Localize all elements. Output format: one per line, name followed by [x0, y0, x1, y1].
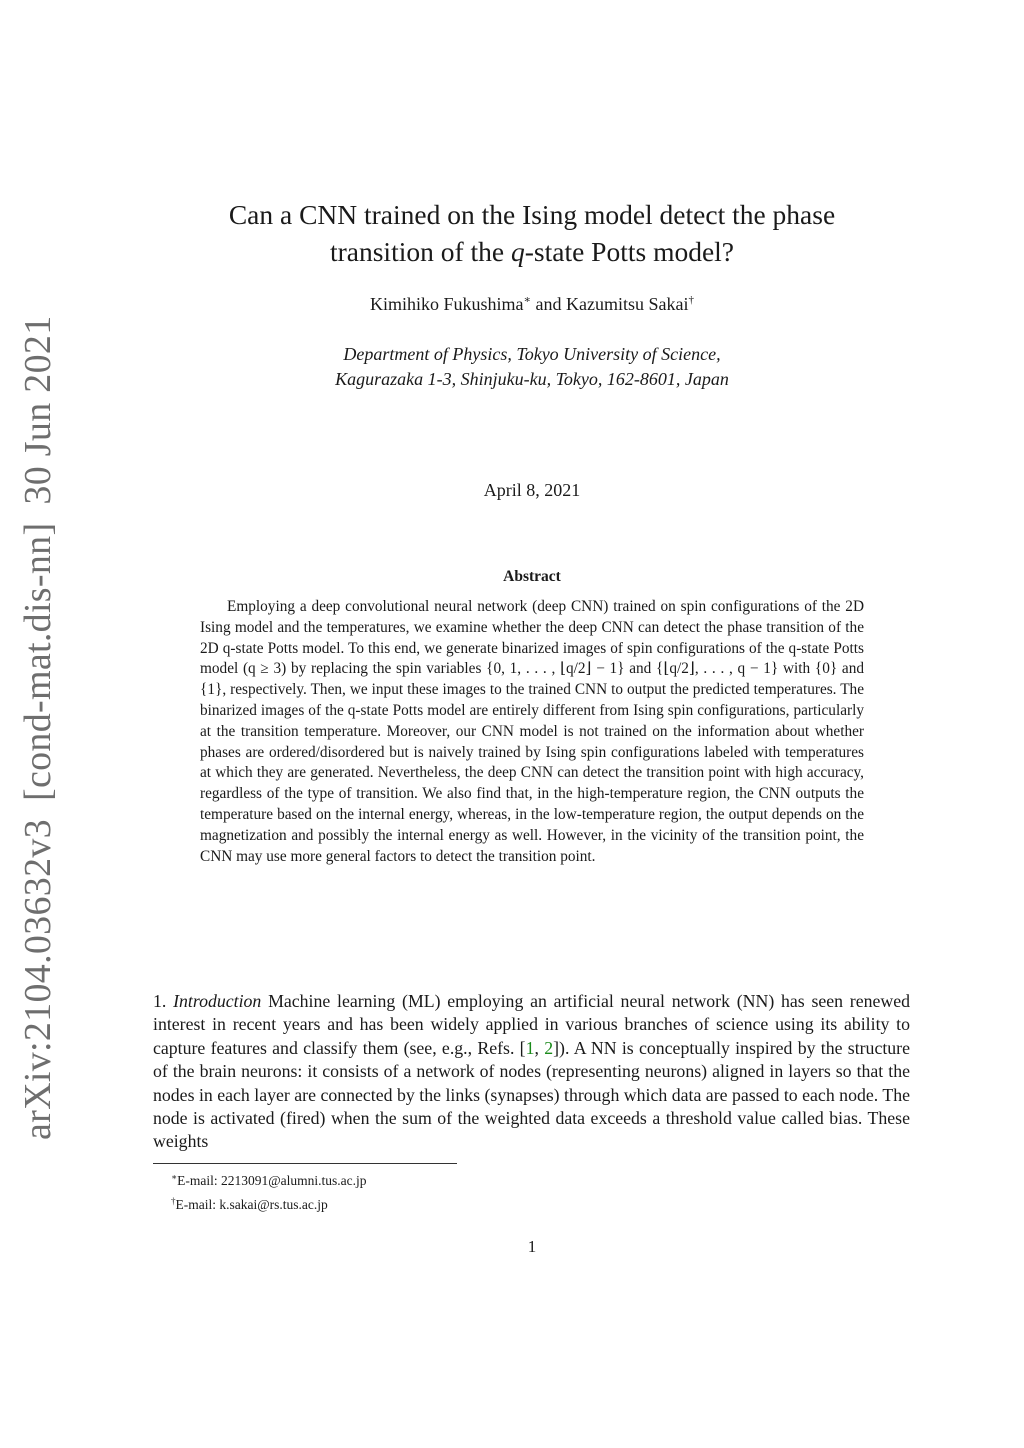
- paper-title: [150, 196, 914, 270]
- author-2-footnote-mark[interactable]: †: [688, 294, 694, 306]
- introduction-paragraph: [153, 990, 910, 1154]
- footnote-2-text: E-mail: k.sakai@rs.tus.ac.jp: [175, 1197, 328, 1212]
- citation-ref-1[interactable]: 1: [525, 1037, 535, 1058]
- footnotes: [171, 1167, 367, 1215]
- section-number: 1.: [153, 991, 174, 1011]
- arxiv-stamp: [16, 315, 60, 1140]
- affiliation-line-2: Kagurazaka 1-3, Shinjuku-ku, Tokyo, 162-8601, Japan: [335, 369, 729, 389]
- author-1-footnote-mark[interactable]: ∗: [523, 294, 531, 306]
- footnote-2-mark: †: [171, 1196, 176, 1206]
- footnote-1-mark: ∗: [171, 1172, 178, 1182]
- affiliation: [150, 342, 914, 392]
- arxiv-id: arXiv:2104.03632v3: [17, 819, 59, 1140]
- author-1: Kimihiko Fukushima: [370, 294, 524, 314]
- title-variable-q: q: [510, 236, 525, 267]
- paper-date: April 8, 2021: [483, 480, 581, 500]
- arxiv-date: 30 Jun 2021: [17, 315, 59, 505]
- page-number: 1: [527, 1237, 537, 1256]
- title-line-2-pre: transition of the: [329, 236, 511, 267]
- abstract-text: Employing a deep convolutional neural network (deep CNN) trained on spin configurations of the 2D Ising model and the temperatures, we examine whether the deep CNN can detect the phase transition of the 2D q-state Potts model. To this end, we generate binarized images of spin configurations of the q-state Potts model (q ≥ 3) by replacing the spin variables {0, 1, . . . , ⌊q/2⌋ − 1} and {⌊q/2⌋, . . . , q − 1} with {0} and {1}, respectively. Then, we input these images to the trained CNN to output the predicted temperatures. The binarized images of the q-state Potts model are entirely different from Ising spin configurations, particularly at the transition temperature. Moreover, our CNN model is not trained on the information about whether phases are ordered/disordered but is naively trained by Ising spin configurations labeled with temperatures at which they are generated. Nevertheless, the deep CNN can detect the transition point with high accuracy, regardless of the type of transition. We also find that, in the high-temperature region, the CNN outputs the temperature based on the internal energy, whereas, in the low-temperature region, the output depends on the magnetization and possibly the internal energy as well. However, in the vicinity of the transition point, the CNN may use more general factors to detect the transition point.: [200, 598, 864, 865]
- title-line-1: Can a CNN trained on the Ising model detect the phase: [228, 199, 836, 230]
- authors: [150, 293, 914, 315]
- author-2: Kazumitsu Sakai: [566, 294, 689, 314]
- footnote-1: [171, 1167, 367, 1191]
- section-title: Introduction: [173, 991, 262, 1011]
- title-line-2-post: -state Potts model?: [524, 236, 735, 267]
- author-join: and: [531, 294, 566, 314]
- footnote-divider: [153, 1163, 457, 1164]
- citation-ref-2[interactable]: 2: [544, 1037, 554, 1058]
- intro-text-part-2: ]). A NN is conceptually inspired by the structure of the brain neurons: it consists of a network of nodes (representing neurons) aligned in layers so that the nodes in each layer are connected by the links (synapses) through which data are passed to each node. The node is activated (fired) when the sum of the weighted data exceeds a threshold value called bias. These weights: [153, 1037, 910, 1152]
- affiliation-line-1: Department of Physics, Tokyo University of Science,: [343, 344, 721, 364]
- footnote-1-text: E-mail: 2213091@alumni.tus.ac.jp: [177, 1173, 367, 1188]
- abstract-heading: Abstract: [503, 568, 561, 585]
- intro-text-part-1: Machine learning (ML) employing an artificial neural network (NN) has seen renewed interest in recent years and has been widely applied in various branches of science using its ability to capture features and classify them (see, e.g., Refs. [: [153, 991, 910, 1058]
- citation-separator: ,: [534, 1037, 545, 1058]
- arxiv-category: [cond-mat.dis-nn]: [17, 522, 59, 802]
- footnote-2: [171, 1191, 367, 1215]
